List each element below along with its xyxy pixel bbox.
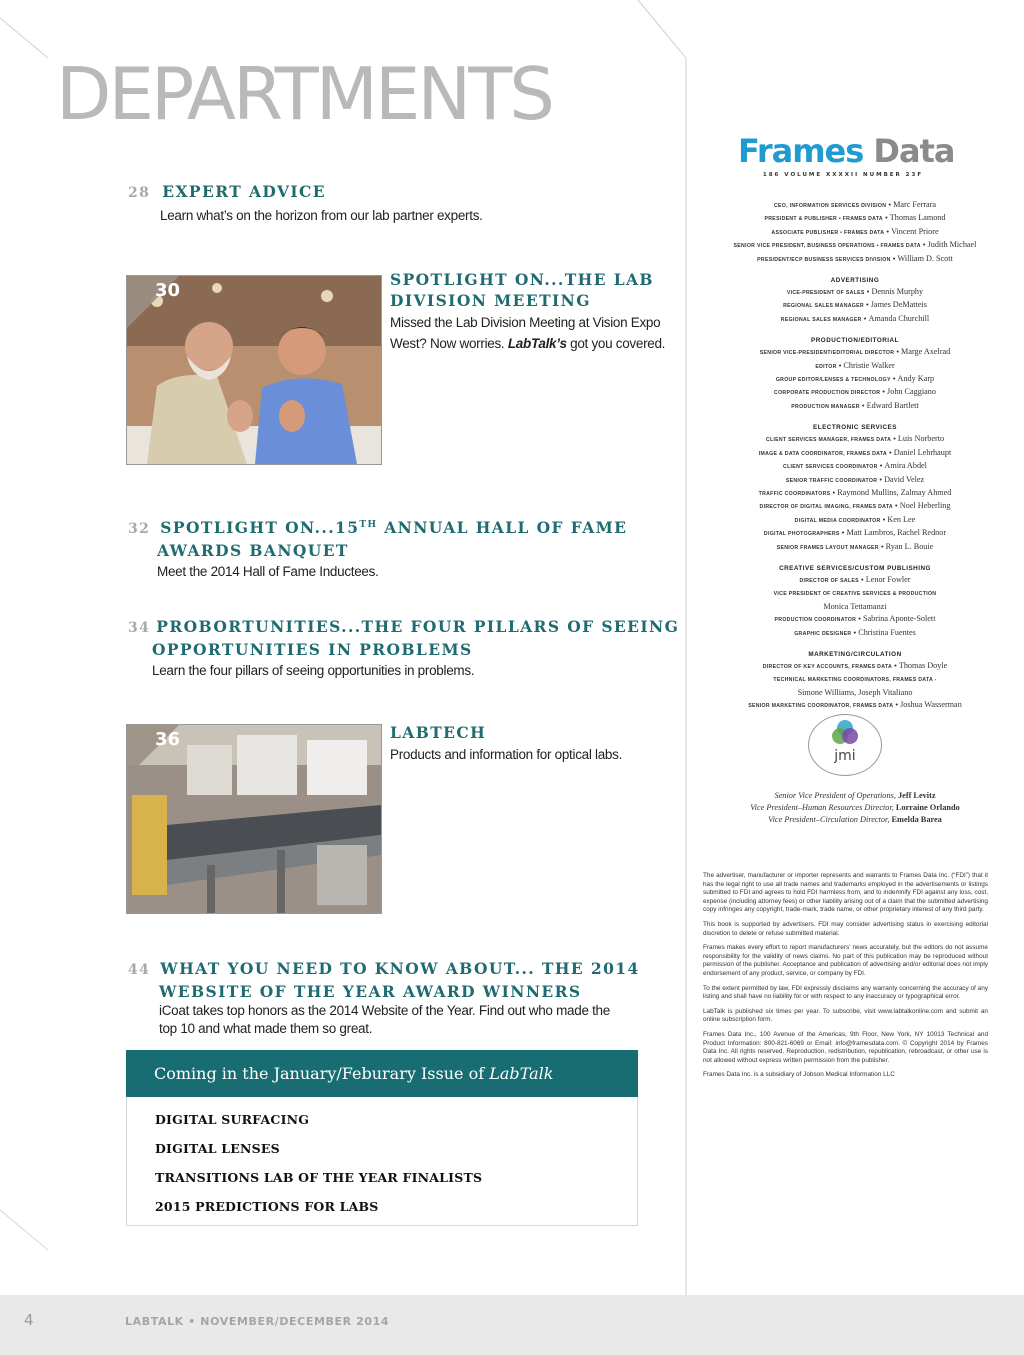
executives [700,790,1010,826]
volume-number: 186 VOLUME XXXXII NUMBER 23F [762,172,924,178]
staff-line: SENIOR MARKETING COORDINATOR, FRAMES DATA • Joshua Wasserman [748,700,962,710]
staff-line: DIRECTOR OF DIGITAL IMAGING, FRAMES DATA • Noel Heberling [759,501,951,511]
legal-paragraph: Frames makes every effort to report manufacturers’ news accurately, but the editors do not assume responsibility for the validity of news claims. No part of this publication may be reproduced without permission of the publisher. Acceptance and publication of advertising and/or editorial does not imply endorsement of any product, service, or company by FDI. [703,944,988,977]
entry-title: PROBORTUNITIES...THE FOUR PILLARS OF SEEING [156,617,680,636]
staff-line: DIGITAL PHOTOGRAPHERS • Matt Lambros, Rachel Rednor [763,528,947,538]
staff-line: TRAFFIC COORDINATORS • Raymond Mullins, Zalmay Ahmed [758,487,952,497]
entry-title: WHAT YOU NEED TO KNOW ABOUT... THE 2014 [160,959,640,978]
staff-line: SENIOR VICE-PRESIDENT/EDITORIAL DIRECTOR • Marge Axelrad [759,347,951,357]
entry-description: iCoat takes top honors as the 2014 Website of the Year. Find out who made the [159,1003,610,1018]
publication-name: LabTalk’s [507,336,567,351]
labtech-photo [126,724,382,914]
department-entry-32[interactable] [128,515,627,582]
section-heading: MARKETING/CIRCULATION [808,650,902,658]
department-entry-36[interactable] [390,722,622,765]
page-title: DEPARTMENTS [56,52,552,136]
entry-description-line2: top 10 and what made them so great. [159,1021,373,1036]
frames-data-logo: Frames Data [738,132,955,170]
executive-line: Vice President–Circulation Director, Emelda Barea [768,815,942,824]
legal-paragraph: The advertiser, manufacturer or importer represents and warrants to Frames Data Inc. (“FDI”) that it has the legal right to use all trade names and trademarks employed in the advertisements or listings submitted to FDI and agrees to hold FDI harmless from, and to indemnify FDI against any loss, cost, expense (including attorney fees) or other liability arising out of a claim that the submitted advertising copy infringes any copyright, trade-mark, trade name, or other proprietary interest of any third party. [703,872,988,914]
section-heading: ADVERTISING [830,277,880,285]
entry-description: Meet the 2014 Hall of Fame Inductees. [157,564,379,580]
staff-line: VICE PRESIDENT OF CREATIVE SERVICES & PRODUCTION [773,591,937,598]
footer-page-number: 4 [24,1311,34,1329]
page-number: 44 [128,962,151,978]
entry-description: Missed the Lab Division Meeting at Vision Expo [390,315,661,330]
section-heading: PRODUCTION/EDITORIAL [811,337,899,345]
staff-line: SENIOR FRAMES LAYOUT MANAGER • Ryan L. Bouie [776,541,934,551]
page-number: 36 [155,729,181,750]
entry-description: Learn what’s on the horizon from our lab partner experts. [160,208,483,223]
entry-description: Products and information for optical labs. [390,747,623,762]
staff-line: DIGITAL MEDIA COORDINATOR • Ken Lee [794,514,916,524]
entry-description: Learn the four pillars of seeing opportunities in problems. [152,663,475,678]
page-number: 28 [128,185,151,201]
entry-title-line2: WEBSITE OF THE YEAR AWARD WINNERS [159,982,582,1001]
entry-title: SPOTLIGHT ON...15TH ANNUAL HALL OF FAME [160,518,628,538]
section-heading: ELECTRONIC SERVICES [813,424,897,432]
department-entry-28[interactable] [128,181,483,226]
entry-description-line2: West? Now worries. LabTalk’s got you covered. [390,336,666,351]
staff-line: IMAGE & DATA COORDINATOR, FRAMES DATA • Daniel Lehrhaupt [758,447,952,457]
entry-title: EXPERT ADVICE [162,182,326,201]
staff-line: EDITOR • Christie Walker [815,360,895,370]
staff-line: CLIENT SERVICES MANAGER, FRAMES DATA • Luis Norberto [765,434,945,444]
staff-line: Simone Williams, Joseph Vitaliano [797,687,913,697]
staff-line: SENIOR TRAFFIC COORDINATOR • David Velez [785,474,925,484]
staff-line: SENIOR VICE PRESIDENT, BUSINESS OPERATIONS • FRAMES DATA • Judith Michael [733,240,977,250]
staff-line: TECHNICAL MARKETING COORDINATORS, FRAMES DATA - [773,677,937,684]
staff-line: CLIENT SERVICES COORDINATOR • Amira Abdel [783,461,927,471]
executive-line: Senior Vice President of Operations, Jeff Levitz [774,791,936,800]
meeting-photo [126,275,382,465]
legal-paragraph: LabTalk is published six times per year. To subscribe, visit www.labtalkonline.com and submit an online subscription form. [703,1007,988,1024]
legal-paragraph: Frames Data Inc., 100 Avenue of the Americas, 9th Floor, New York, NY 10013 Technical and Product Information: 800-821-6069 or Email: info@framesdata.com. © Copyright 2014 by Frames Data Inc. All rights reserved. Reproduction, redistribution, republication, rebroadcast, or other use is not allowed without express written permission from the publisher. [703,1030,988,1064]
page-number: 32 [128,521,151,538]
legal-paragraph: To the extent permitted by law, FDI expressly disclaims any warranty concerning the accuracy of any listing and shall have no liability for or with respect to any inaccuracy or typographical error. [703,984,988,1001]
masthead-staff [700,199,1010,713]
entry-title: SPOTLIGHT ON...THE LAB [390,270,654,289]
coming-item: DIGITAL LENSES [155,1141,280,1156]
staff-line: Monica Tettamanzi [823,601,887,611]
page-number: 34 [128,620,151,636]
coming-item: TRANSITIONS LAB OF THE YEAR FINALISTS [155,1170,483,1185]
jmi-logo: jmi [808,714,882,776]
staff-line: PRODUCTION MANAGER • Edward Bartlett [791,400,919,410]
page-number: 30 [155,280,181,301]
staff-line: DIRECTOR OF KEY ACCOUNTS, FRAMES DATA • Thomas Doyle [762,660,948,670]
staff-line: CEO, INFORMATION SERVICES DIVISION • Marc Ferrara [773,200,937,209]
department-entry-34[interactable] [128,616,679,681]
staff-line: REGIONAL SALES MANAGER • Amanda Churchill [780,313,930,323]
staff-line: REGIONAL SALES MANAGER • James DeMatteis [783,300,927,310]
coming-item: DIGITAL SURFACING [155,1112,310,1127]
staff-line: DIRECTOR OF SALES • Lenor Fowler [799,574,911,584]
legal-paragraph: Frames Data Inc. is a subsidiary of Jobson Medical Information LLC [703,1071,895,1079]
executive-line: Vice President–Human Resources Director, Lorraine Orlando [750,803,960,812]
staff-line: PRESIDENT/ECP BUSINESS SERVICES DIVISION • William D. Scott [757,253,953,263]
department-entry-44[interactable] [128,958,640,1038]
legal-paragraph: This book is supported by advertisers. FDI may consider advertising status in exercising editorial discretion to delete or refuse submitted material. [703,920,988,937]
staff-line: GRAPHIC DESIGNER • Christina Fuentes [794,627,916,637]
staff-line: PRODUCTION COORDINATOR • Sabrina Aponte-Solett [774,614,936,624]
staff-line: CORPORATE PRODUCTION DIRECTOR • John Caggiano [774,387,936,397]
staff-line: GROUP EDITOR/LENSES & TECHNOLOGY • Andy Karp [775,374,935,384]
entry-title: LABTECH [390,723,487,742]
legal-notice [703,872,988,1086]
coming-next-issue-title: Coming in the January/Feburary Issue of LabTalk [126,1050,638,1097]
coming-item: 2015 PREDICTIONS FOR LABS [155,1199,379,1214]
footer-issue: LABTALK • NOVEMBER/DECEMBER 2014 [125,1315,390,1328]
entry-title-line2: AWARDS BANQUET [157,541,349,561]
staff-line: PRESIDENT & PUBLISHER • FRAMES DATA • Thomas Lamond [764,213,946,223]
staff-line: VICE-PRESIDENT OF SALES • Dennis Murphy [786,287,924,297]
entry-title-line2: OPPORTUNITIES IN PROBLEMS [152,640,473,659]
publication-name: LabTalk [489,1064,554,1083]
staff-line: ASSOCIATE PUBLISHER • FRAMES DATA • Vincent Priore [771,226,939,236]
entry-title-line2: DIVISION MEETING [390,291,591,310]
department-entry-30[interactable] [390,269,665,354]
coming-next-issue-box [126,1050,638,1226]
section-heading: CREATIVE SERVICES/CUSTOM PUBLISHING [779,564,931,572]
